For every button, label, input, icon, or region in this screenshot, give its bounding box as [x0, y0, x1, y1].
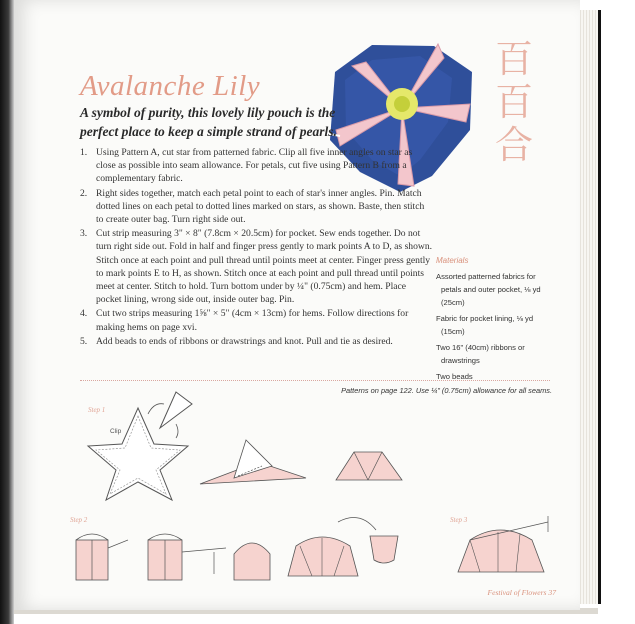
step-number: 4. [80, 308, 88, 320]
diagram-step1-label: Step 1 [88, 406, 106, 414]
step-text: Cut two strips measuring 1⅝" × 5" (4cm × 13cm) for hems. Follow directions for making hems on page xvi. [96, 308, 409, 333]
step-number: 5. [80, 335, 88, 347]
page-footer: Festival of Flowers 37 [487, 588, 556, 597]
page-title: Avalanche Lily [80, 70, 261, 102]
lining-diagram [234, 543, 270, 580]
materials-item: Two beads [436, 372, 473, 381]
pocket-cup [370, 536, 398, 563]
materials-item: Fabric for pocket lining, ⅛ yd (15cm) [436, 314, 534, 336]
materials-item: Assorted patterned fabrics for petals and outer pocket, ⅛ yd (25cm) [436, 272, 541, 307]
step-text: Add beads to ends of ribbons or drawstrings and knot. Pull and tie as desired. [96, 335, 393, 347]
kanji-char: 合 [494, 123, 533, 167]
step-number: 3. [80, 228, 88, 240]
step-text: Right sides together, match each petal point to each of star's inner angles. Pin. Match dotted lines on each petal to dotted lines marked on stars, as shown. Baste, then stitch to create outer bag. Turn right side out. [96, 187, 425, 226]
step-text: Cut strip measuring 3" × 8" (7.8cm × 20.5cm) for pocket. Sew ends together. Do not turn right side out. Fold in half and finger press gently to mark points A to D, as shown. Stitch once at each point and pull thread until points meet at center. Finger press gently to mark points E to H, as shown. Stitch once at each point and pull thread until points meet at center. Stitch to hold. Turn bottom under by ¼" (0.75cm) and hem. Place pocket lining, wrong side out, inside outer bag. Pin. [96, 228, 433, 306]
pattern-note: Patterns on page 122. Use ¼" (0.75cm) allowance for all seams. [341, 386, 552, 395]
finished-bag-diagram [458, 530, 544, 572]
outer-bag-diagram [288, 537, 358, 576]
petal-pattern [160, 392, 192, 428]
page-subtitle: A symbol of purity, this lovely lily pouch is the perfect place to keep a simple strand of pearls. [80, 105, 337, 139]
step-number: 2. [80, 187, 88, 199]
materials-heading: Materials [436, 256, 469, 265]
materials-item: Two 16" (40cm) ribbons or drawstrings [436, 343, 525, 365]
step-text: Using Pattern A, cut star from patterned fabric. Clip all five inner angles on star as close as possible into seam allowance. For petals, cut five using Pattern B from a complementary fabric. [96, 147, 413, 185]
petal-stitched [336, 452, 402, 480]
kanji-char: 百 [494, 37, 533, 81]
diagram-clip-label: Clip [110, 428, 122, 435]
diagram-step3-label: Step 3 [450, 516, 468, 524]
kanji-char: 百 [494, 80, 533, 124]
star-pattern [88, 408, 188, 500]
step-number: 1. [80, 147, 88, 158]
diagram-step2-label: Step 2 [70, 516, 88, 524]
